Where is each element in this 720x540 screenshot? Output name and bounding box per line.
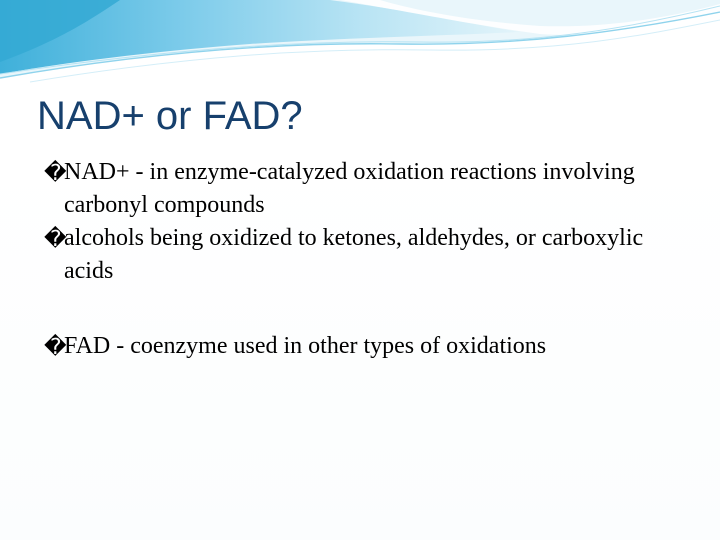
bullet-text: FAD - coenzyme used in other types of oxidations — [64, 333, 547, 359]
bullet-list — [44, 156, 684, 363]
bullet-text: alcohols being oxidized to ketones, aldehydes, or carboxylic acids — [64, 225, 644, 284]
bullet-marker: � — [44, 334, 67, 359]
header-wave-decoration — [0, 0, 720, 90]
bullet-item — [44, 156, 684, 222]
slide-title: NAD+ or FAD? — [37, 94, 303, 138]
bullet-text: NAD+ - in enzyme-catalyzed oxidation reactions involving carbonyl compounds — [64, 159, 635, 218]
bullet-marker: � — [44, 226, 67, 251]
bullet-marker: � — [44, 160, 67, 185]
bullet-item — [44, 330, 684, 363]
bullet-item — [44, 222, 684, 288]
